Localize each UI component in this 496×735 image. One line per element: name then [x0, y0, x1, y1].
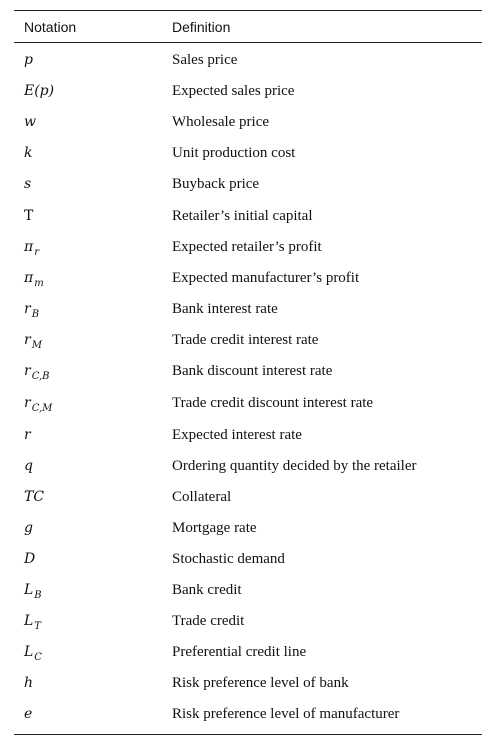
notation-cell — [14, 239, 172, 256]
notation-symbol: π — [24, 269, 34, 286]
definition-cell: Trade credit — [172, 613, 245, 630]
definition-cell: Bank credit — [172, 582, 242, 599]
table-row — [14, 544, 482, 575]
notation-symbol: D — [24, 550, 36, 567]
table-header-row — [14, 11, 482, 42]
table-row — [14, 76, 482, 107]
table-row — [14, 637, 482, 668]
definition-cell: Wholesale price — [172, 114, 270, 131]
table-row — [14, 606, 482, 637]
table-row — [14, 482, 482, 513]
definition-cell: Risk preference level of manufacturer — [172, 706, 400, 723]
notation-symbol: r — [24, 395, 31, 412]
notation-cell — [14, 114, 172, 131]
definition-cell: Unit production cost — [172, 145, 296, 162]
definition-cell: Trade credit discount interest rate — [172, 395, 374, 412]
notation-symbol: E(p) — [24, 83, 55, 100]
definition-cell: Buyback price — [172, 176, 260, 193]
notation-subscript: m — [34, 277, 44, 289]
definition-cell: Trade credit interest rate — [172, 331, 319, 348]
notation-symbol: k — [24, 145, 33, 162]
table-row — [14, 294, 482, 325]
definition-cell: Expected sales price — [172, 83, 295, 100]
notation-cell — [14, 145, 172, 162]
notation-cell — [14, 270, 172, 287]
notation-symbol: r — [24, 426, 31, 443]
notation-cell — [14, 395, 172, 415]
notation-symbol: L — [24, 644, 34, 661]
notation-symbol: r — [24, 331, 31, 348]
notation-cell — [14, 301, 172, 318]
notation-subscript: M — [31, 339, 42, 351]
notation-symbol: r — [24, 300, 31, 317]
notation-symbol: q — [24, 457, 33, 474]
table-row — [14, 668, 482, 699]
notation-symbol: π — [24, 238, 34, 255]
definition-cell: Mortgage rate — [172, 519, 257, 536]
notation-subscript: B — [34, 590, 42, 602]
notation-cell — [14, 363, 172, 383]
table-row — [14, 107, 482, 138]
notation-cell — [14, 208, 172, 225]
notation-symbol: p — [24, 52, 33, 69]
notation-symbol: L — [24, 613, 34, 630]
table-row — [14, 451, 482, 482]
notation-subscript: C,B — [31, 371, 50, 383]
table-row — [14, 388, 482, 420]
notation-symbol: g — [24, 519, 33, 536]
definition-cell: Risk preference level of bank — [172, 675, 349, 692]
notation-cell — [14, 332, 172, 349]
definition-cell: Bank discount interest rate — [172, 363, 333, 380]
notation-subscript: C,M — [31, 403, 53, 415]
table-row — [14, 420, 482, 451]
notation-cell — [14, 52, 172, 69]
table-row — [14, 356, 482, 388]
notation-cell — [14, 582, 172, 602]
definition-cell: Expected interest rate — [172, 426, 302, 443]
notation-symbol: h — [24, 675, 34, 692]
definition-cell: Expected retailer’s profit — [172, 238, 322, 255]
table-row — [14, 575, 482, 606]
notation-symbol: e — [24, 706, 33, 723]
table-row — [14, 169, 482, 200]
table-body — [14, 43, 482, 734]
notation-cell — [14, 644, 172, 664]
notation-table — [14, 0, 482, 735]
notation-cell — [14, 176, 172, 193]
notation-cell — [14, 613, 172, 633]
notation-subscript: r — [34, 246, 39, 258]
notation-cell — [14, 706, 172, 723]
table-row — [14, 699, 482, 730]
notation-subscript: B — [31, 308, 40, 320]
notation-subscript: C — [34, 652, 42, 664]
notation-symbol: L — [24, 582, 34, 599]
definition-cell: Ordering quantity decided by the retailer — [172, 457, 417, 474]
definition-cell: Preferential credit line — [172, 644, 307, 661]
notation-cell — [14, 675, 172, 692]
notation-symbol: s — [24, 176, 32, 193]
notation-cell — [14, 551, 172, 568]
table-row — [14, 513, 482, 544]
table-row — [14, 45, 482, 76]
header-definition: Definition — [172, 18, 231, 35]
table-row — [14, 200, 482, 231]
notation-symbol: r — [24, 363, 31, 380]
notation-symbol: T — [24, 207, 34, 224]
definition-cell: Retailer’s initial capital — [172, 207, 313, 224]
notation-symbol: TC — [24, 488, 45, 505]
header-notation: Notation — [24, 18, 77, 35]
table-row — [14, 232, 482, 263]
definition-cell: Bank interest rate — [172, 300, 278, 317]
definition-cell: Expected manufacturer’s profit — [172, 269, 360, 286]
table-row — [14, 325, 482, 356]
definition-cell: Sales price — [172, 52, 238, 69]
notation-cell — [14, 83, 172, 100]
table-row — [14, 138, 482, 169]
notation-cell — [14, 520, 172, 537]
notation-symbol: w — [24, 114, 36, 131]
table-row — [14, 263, 482, 294]
definition-cell: Collateral — [172, 488, 232, 505]
notation-cell — [14, 458, 172, 475]
notation-subscript: T — [34, 621, 41, 633]
notation-cell — [14, 489, 172, 506]
notation-cell — [14, 427, 172, 444]
definition-cell: Stochastic demand — [172, 550, 285, 567]
